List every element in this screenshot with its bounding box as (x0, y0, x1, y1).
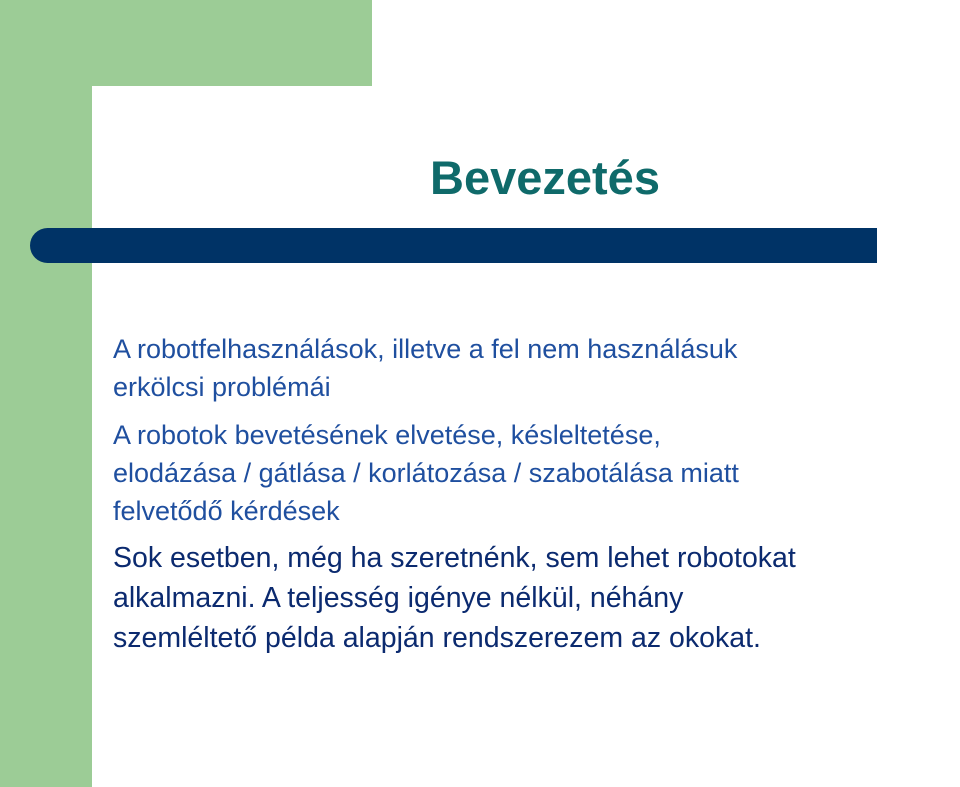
bullet-item (113, 330, 958, 406)
bullet-line: A robotok bevetésének elvetése, késleltetése, (113, 420, 661, 450)
bullet-list (113, 330, 958, 658)
bullet-line: szemléltető példa alapján rendszerezem az okokat. (113, 622, 761, 654)
top-green-band (0, 0, 372, 86)
bullet-line: elodázása / gátlása / korlátozása / szabotálása miatt (113, 458, 739, 488)
title-rule (92, 228, 877, 263)
bullet-item (113, 416, 958, 530)
bullet-line: alkalmazni. A teljesség igénye nélkül, néhány (113, 582, 684, 614)
bullet-line: A robotfelhasználások, illetve a fel nem használásuk (113, 334, 738, 364)
slide-title: Bevezetés (430, 151, 660, 204)
left-green-band (0, 0, 92, 787)
bullet-line: Sok esetben, még ha szeretnénk, sem lehet robotokat (113, 542, 796, 574)
bullet-line: felvetődő kérdések (113, 496, 340, 526)
bullet-line: erkölcsi problémái (113, 372, 331, 402)
bullet-item (113, 538, 958, 658)
